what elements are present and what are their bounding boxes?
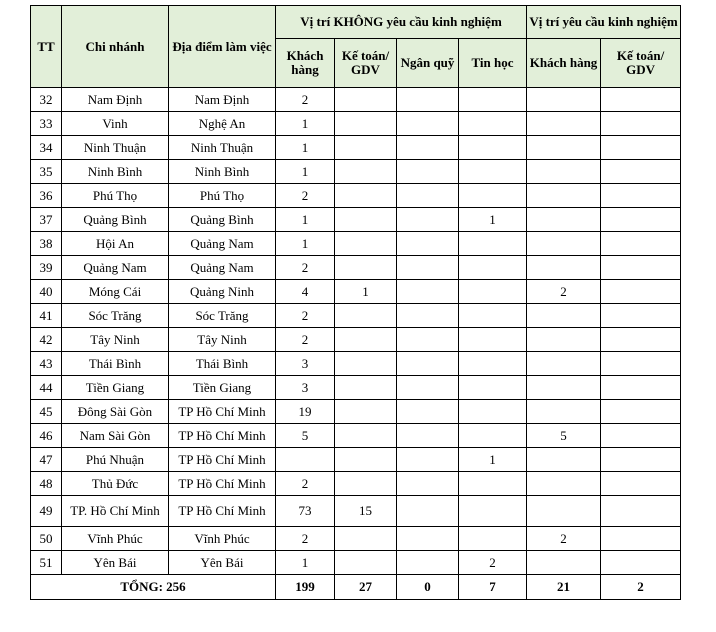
cell-ngan-quy: [397, 112, 459, 136]
cell-khach-hang-exp: [527, 304, 601, 328]
cell-ke-toan: [335, 184, 397, 208]
table-row: [31, 280, 681, 304]
cell-location: Sóc Trăng: [169, 304, 276, 328]
cell-tt: 42: [31, 328, 62, 352]
cell-ke-toan-exp: [601, 527, 681, 551]
cell-khach-hang: 73: [276, 496, 335, 527]
cell-location: TP Hồ Chí Minh: [169, 400, 276, 424]
cell-tt: 44: [31, 376, 62, 400]
cell-branch: Phú Nhuận: [62, 448, 169, 472]
cell-ngan-quy: [397, 160, 459, 184]
table-row: [31, 376, 681, 400]
cell-ke-toan: [335, 448, 397, 472]
cell-branch: Thái Bình: [62, 352, 169, 376]
header-ke-toan: Kế toán/ GDV: [335, 39, 397, 88]
cell-khach-hang: 1: [276, 112, 335, 136]
cell-branch: Yên Bái: [62, 551, 169, 575]
cell-ngan-quy: [397, 496, 459, 527]
cell-ke-toan-exp: [601, 208, 681, 232]
cell-ke-toan-exp: [601, 328, 681, 352]
table-header: [31, 6, 681, 88]
cell-khach-hang: 2: [276, 328, 335, 352]
cell-ngan-quy: [397, 136, 459, 160]
cell-ke-toan: [335, 328, 397, 352]
cell-tt: 36: [31, 184, 62, 208]
cell-khach-hang: 2: [276, 256, 335, 280]
table-row: [31, 136, 681, 160]
cell-tin-hoc: [459, 232, 527, 256]
cell-ke-toan: [335, 472, 397, 496]
cell-khach-hang: 4: [276, 280, 335, 304]
cell-khach-hang-exp: [527, 400, 601, 424]
cell-branch: Quảng Bình: [62, 208, 169, 232]
cell-tin-hoc: [459, 160, 527, 184]
total-row: [31, 575, 681, 600]
cell-ke-toan-exp: [601, 551, 681, 575]
cell-location: Vĩnh Phúc: [169, 527, 276, 551]
cell-tt: 32: [31, 88, 62, 112]
header-tt: TT: [31, 6, 62, 88]
cell-tt: 50: [31, 527, 62, 551]
cell-location: TP Hồ Chí Minh: [169, 472, 276, 496]
cell-tt: 47: [31, 448, 62, 472]
total-khach-hang-exp: 21: [527, 575, 601, 600]
cell-ke-toan: [335, 136, 397, 160]
cell-khach-hang-exp: [527, 551, 601, 575]
header-chi-nhanh: Chi nhánh: [62, 6, 169, 88]
cell-ke-toan-exp: [601, 280, 681, 304]
header-khach-hang: Khách hàng: [276, 39, 335, 88]
cell-tt: 45: [31, 400, 62, 424]
cell-tin-hoc: [459, 256, 527, 280]
cell-tt: 39: [31, 256, 62, 280]
table-row: [31, 352, 681, 376]
cell-branch: Tây Ninh: [62, 328, 169, 352]
cell-ngan-quy: [397, 184, 459, 208]
cell-tt: 43: [31, 352, 62, 376]
cell-tt: 37: [31, 208, 62, 232]
cell-tin-hoc: [459, 112, 527, 136]
table-row: [31, 112, 681, 136]
cell-tin-hoc: 1: [459, 448, 527, 472]
total-ngan-quy: 0: [397, 575, 459, 600]
cell-ke-toan-exp: [601, 448, 681, 472]
cell-khach-hang-exp: 2: [527, 527, 601, 551]
cell-khach-hang: 3: [276, 352, 335, 376]
table-row: [31, 160, 681, 184]
cell-ngan-quy: [397, 280, 459, 304]
cell-tt: 49: [31, 496, 62, 527]
table-row: [31, 184, 681, 208]
recruitment-table: [30, 5, 681, 600]
cell-khach-hang: 3: [276, 376, 335, 400]
cell-khach-hang: 2: [276, 88, 335, 112]
table-footer: [31, 575, 681, 600]
cell-khach-hang-exp: 2: [527, 280, 601, 304]
cell-ke-toan-exp: [601, 424, 681, 448]
cell-ke-toan-exp: [601, 88, 681, 112]
cell-ke-toan-exp: [601, 232, 681, 256]
cell-ke-toan-exp: [601, 400, 681, 424]
cell-khach-hang: 1: [276, 160, 335, 184]
table-row: [31, 472, 681, 496]
cell-ke-toan-exp: [601, 136, 681, 160]
cell-tin-hoc: 1: [459, 208, 527, 232]
cell-khach-hang-exp: [527, 88, 601, 112]
cell-ngan-quy: [397, 400, 459, 424]
cell-khach-hang-exp: [527, 208, 601, 232]
cell-branch: Ninh Bình: [62, 160, 169, 184]
cell-khach-hang: 1: [276, 136, 335, 160]
cell-tt: 33: [31, 112, 62, 136]
cell-branch: Ninh Thuận: [62, 136, 169, 160]
cell-ke-toan: 1: [335, 280, 397, 304]
cell-khach-hang: 2: [276, 304, 335, 328]
cell-ngan-quy: [397, 424, 459, 448]
cell-branch: Đông Sài Gòn: [62, 400, 169, 424]
cell-khach-hang: 1: [276, 551, 335, 575]
cell-tt: 46: [31, 424, 62, 448]
cell-location: Tây Ninh: [169, 328, 276, 352]
cell-khach-hang-exp: [527, 352, 601, 376]
cell-tin-hoc: [459, 280, 527, 304]
table-row: [31, 424, 681, 448]
table-body: [31, 88, 681, 575]
cell-tin-hoc: [459, 472, 527, 496]
cell-khach-hang-exp: [527, 112, 601, 136]
cell-tt: 41: [31, 304, 62, 328]
cell-ngan-quy: [397, 208, 459, 232]
cell-location: TP Hồ Chí Minh: [169, 448, 276, 472]
cell-khach-hang-exp: [527, 136, 601, 160]
cell-branch: Vĩnh Phúc: [62, 527, 169, 551]
cell-ke-toan: [335, 400, 397, 424]
cell-ngan-quy: [397, 232, 459, 256]
cell-location: Tiền Giang: [169, 376, 276, 400]
table-row: [31, 448, 681, 472]
cell-ngan-quy: [397, 472, 459, 496]
cell-tt: 34: [31, 136, 62, 160]
header-dia-diem: Địa điểm làm việc: [169, 6, 276, 88]
cell-ke-toan: [335, 208, 397, 232]
cell-tin-hoc: [459, 424, 527, 448]
cell-ngan-quy: [397, 551, 459, 575]
header-khach-hang-exp: Khách hàng: [527, 39, 601, 88]
cell-ke-toan: [335, 232, 397, 256]
cell-khach-hang-exp: 5: [527, 424, 601, 448]
cell-khach-hang: 1: [276, 232, 335, 256]
total-khach-hang: 199: [276, 575, 335, 600]
cell-location: Thái Bình: [169, 352, 276, 376]
cell-ngan-quy: [397, 256, 459, 280]
header-group-no-experience: Vị trí KHÔNG yêu cầu kinh nghiệm: [276, 6, 527, 39]
cell-branch: Quảng Nam: [62, 256, 169, 280]
cell-ngan-quy: [397, 328, 459, 352]
cell-khach-hang-exp: [527, 232, 601, 256]
cell-ngan-quy: [397, 376, 459, 400]
cell-ke-toan: [335, 424, 397, 448]
cell-ke-toan: [335, 551, 397, 575]
cell-location: Quảng Ninh: [169, 280, 276, 304]
cell-ke-toan-exp: [601, 352, 681, 376]
cell-ke-toan: [335, 256, 397, 280]
table-row: [31, 232, 681, 256]
cell-khach-hang: 5: [276, 424, 335, 448]
cell-ke-toan: [335, 88, 397, 112]
total-ke-toan: 27: [335, 575, 397, 600]
table-row: [31, 256, 681, 280]
table-row: [31, 88, 681, 112]
cell-tin-hoc: [459, 496, 527, 527]
cell-tt: 38: [31, 232, 62, 256]
cell-branch: Móng Cái: [62, 280, 169, 304]
cell-khach-hang-exp: [527, 184, 601, 208]
cell-khach-hang: 2: [276, 184, 335, 208]
table-row: [31, 527, 681, 551]
table-row: [31, 496, 681, 527]
cell-tin-hoc: [459, 527, 527, 551]
cell-tin-hoc: [459, 136, 527, 160]
table-row: [31, 400, 681, 424]
cell-tin-hoc: 2: [459, 551, 527, 575]
cell-tin-hoc: [459, 400, 527, 424]
cell-tin-hoc: [459, 328, 527, 352]
cell-branch: Nam Sài Gòn: [62, 424, 169, 448]
table-row: [31, 304, 681, 328]
cell-tin-hoc: [459, 304, 527, 328]
cell-tt: 48: [31, 472, 62, 496]
cell-khach-hang-exp: [527, 472, 601, 496]
cell-location: Nghệ An: [169, 112, 276, 136]
cell-khach-hang: 19: [276, 400, 335, 424]
cell-branch: Phú Thọ: [62, 184, 169, 208]
cell-location: Quảng Nam: [169, 256, 276, 280]
cell-ngan-quy: [397, 352, 459, 376]
cell-location: Ninh Bình: [169, 160, 276, 184]
cell-ke-toan-exp: [601, 472, 681, 496]
cell-location: Phú Thọ: [169, 184, 276, 208]
cell-location: TP Hồ Chí Minh: [169, 496, 276, 527]
cell-branch: Thủ Đức: [62, 472, 169, 496]
cell-ke-toan: [335, 376, 397, 400]
cell-ke-toan: [335, 112, 397, 136]
cell-tin-hoc: [459, 376, 527, 400]
cell-ke-toan-exp: [601, 160, 681, 184]
cell-tt: 35: [31, 160, 62, 184]
cell-khach-hang: 1: [276, 208, 335, 232]
cell-location: Nam Định: [169, 88, 276, 112]
cell-location: Ninh Thuận: [169, 136, 276, 160]
cell-ke-toan: [335, 352, 397, 376]
cell-ke-toan: [335, 527, 397, 551]
cell-ke-toan-exp: [601, 304, 681, 328]
cell-branch: Vinh: [62, 112, 169, 136]
cell-khach-hang-exp: [527, 376, 601, 400]
cell-ngan-quy: [397, 448, 459, 472]
table-row: [31, 551, 681, 575]
cell-ke-toan: 15: [335, 496, 397, 527]
cell-ke-toan-exp: [601, 256, 681, 280]
cell-branch: Tiền Giang: [62, 376, 169, 400]
cell-ke-toan-exp: [601, 496, 681, 527]
cell-tt: 51: [31, 551, 62, 575]
cell-location: Quảng Nam: [169, 232, 276, 256]
cell-ke-toan-exp: [601, 112, 681, 136]
table-row: [31, 208, 681, 232]
cell-branch: Nam Định: [62, 88, 169, 112]
cell-ke-toan-exp: [601, 184, 681, 208]
cell-tin-hoc: [459, 184, 527, 208]
cell-location: Yên Bái: [169, 551, 276, 575]
total-label: TỔNG: 256: [31, 575, 276, 600]
cell-khach-hang-exp: [527, 496, 601, 527]
cell-ke-toan-exp: [601, 376, 681, 400]
total-ke-toan-exp: 2: [601, 575, 681, 600]
cell-tin-hoc: [459, 88, 527, 112]
cell-khach-hang: [276, 448, 335, 472]
cell-khach-hang-exp: [527, 448, 601, 472]
cell-location: Quảng Bình: [169, 208, 276, 232]
header-tin-hoc: Tin học: [459, 39, 527, 88]
cell-khach-hang-exp: [527, 328, 601, 352]
cell-tin-hoc: [459, 352, 527, 376]
total-tin-hoc: 7: [459, 575, 527, 600]
cell-branch: Sóc Trăng: [62, 304, 169, 328]
cell-ke-toan: [335, 304, 397, 328]
header-ke-toan-exp: Kế toán/ GDV: [601, 39, 681, 88]
cell-khach-hang-exp: [527, 160, 601, 184]
cell-tt: 40: [31, 280, 62, 304]
cell-branch: TP. Hồ Chí Minh: [62, 496, 169, 527]
cell-ngan-quy: [397, 88, 459, 112]
header-group-experience: Vị trí yêu cầu kinh nghiệm: [527, 6, 681, 39]
cell-ke-toan: [335, 160, 397, 184]
cell-khach-hang: 2: [276, 472, 335, 496]
cell-khach-hang-exp: [527, 256, 601, 280]
cell-ngan-quy: [397, 527, 459, 551]
table-row: [31, 328, 681, 352]
header-ngan-quy: Ngân quỹ: [397, 39, 459, 88]
cell-khach-hang: 2: [276, 527, 335, 551]
cell-ngan-quy: [397, 304, 459, 328]
cell-branch: Hội An: [62, 232, 169, 256]
cell-location: TP Hồ Chí Minh: [169, 424, 276, 448]
